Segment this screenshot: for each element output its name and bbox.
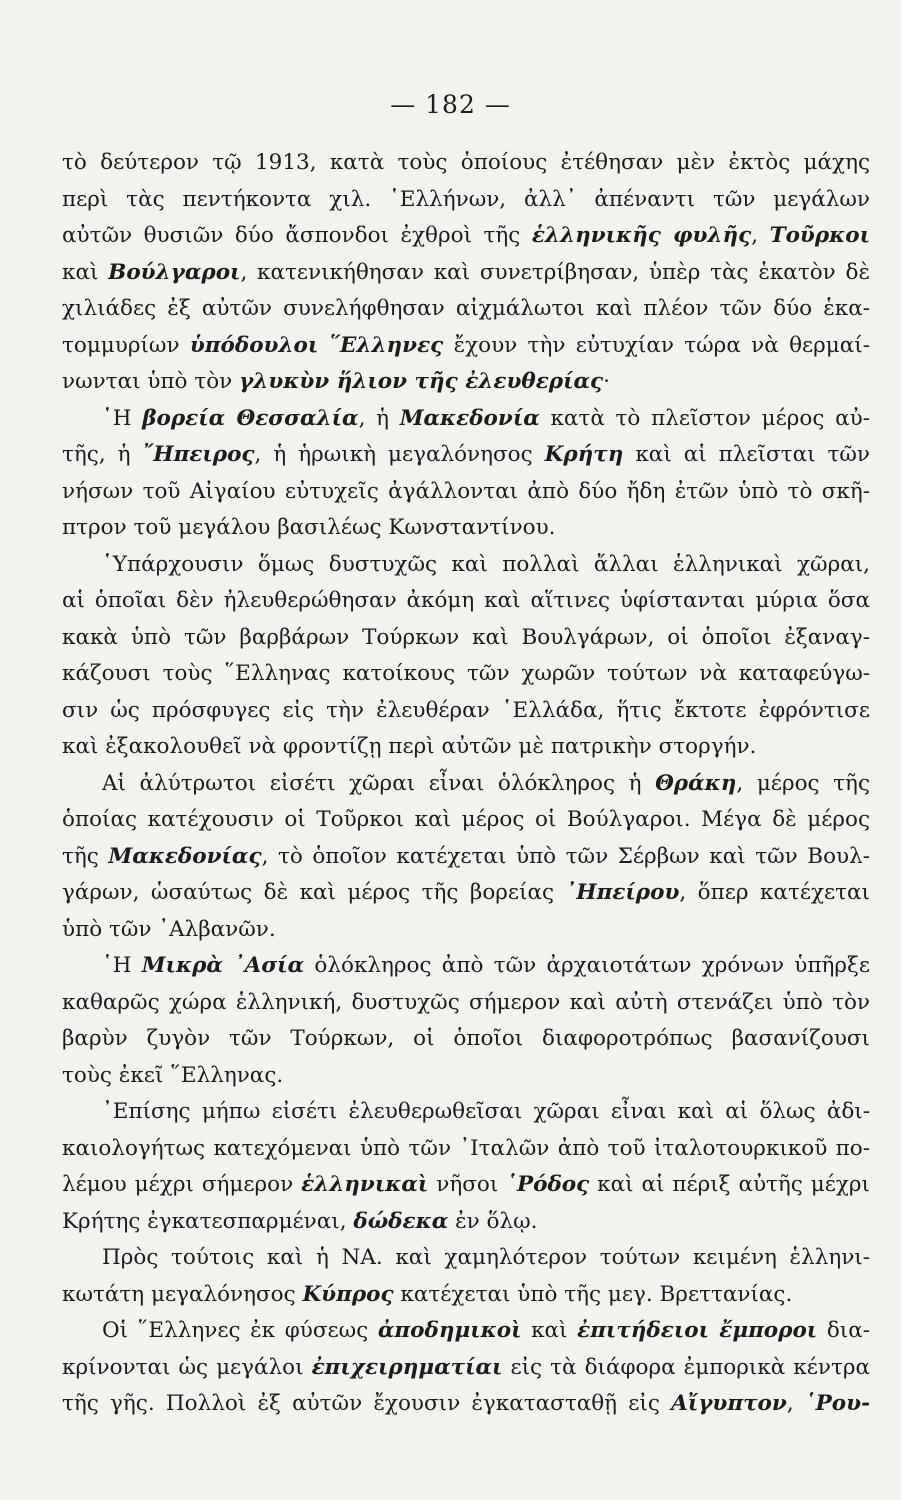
text-run: δια- [817, 1318, 870, 1343]
text-line [62, 474, 870, 511]
text-run: , [751, 223, 770, 248]
text-line [62, 364, 870, 401]
text-run: τοὺς ἐκεῖ ῞Ελληνας. [62, 1062, 284, 1088]
text-run: ῾Η [102, 405, 143, 431]
emphasized-text: Βούλγαροι [108, 259, 241, 285]
emphasized-text: Τοῦρκοι [769, 223, 870, 248]
text-line [62, 510, 870, 547]
text-line [62, 620, 870, 657]
text-line [62, 401, 870, 438]
text-run: ὁλόκληρος ἀπὸ τῶν ἀρχαιοτάτων χρόνων ὑπῆρξε [304, 953, 870, 978]
text-line [62, 948, 870, 985]
emphasized-text: ἐπιχειρηματίαι [311, 1354, 503, 1380]
text-line [62, 291, 870, 328]
text-run: ᾽Επίσης μήπω εἰσέτι ἐλευθερωθεῖσαι χῶραι εἶναι καὶ αἱ ὅλως ἀδι- [102, 1099, 870, 1124]
text-run: αὐτῶν θυσιῶν δύο ἄσπονδοι ἐχθροὶ τῆς [62, 223, 532, 248]
text-line [62, 182, 870, 219]
text-run: καὶ [62, 259, 109, 285]
text-line [62, 1277, 870, 1314]
text-line [62, 328, 870, 365]
text-run: ὁποίας κατέχουσιν οἱ Τοῦρκοι καὶ μέρος οἱ Βούλγαροι. Μέγα δὲ μέρος [62, 807, 870, 832]
text-run: κακὰ ὑπὸ τῶν βαρβάρων Τούρκων καὶ Βουλγάρων, οἱ ὁποῖοι ἐξαναγ- [62, 624, 870, 650]
text-line [62, 1350, 870, 1387]
emphasized-text: ἀποδημικοὶ [377, 1318, 522, 1343]
emphasized-text: δώδεκα [353, 1208, 449, 1234]
emphasized-text: Μικρὰ ᾽Ασία [141, 953, 305, 978]
text-run: , μέρος τῆς [736, 770, 870, 796]
text-run: τῆς, ἡ [62, 442, 143, 467]
text-run: καθαρῶς χώρα ἑλληνική, δυστυχῶς σήμερον καὶ αὐτὴ στενάζει ὑπὸ τὸν [62, 989, 870, 1015]
emphasized-text: Θράκη [655, 770, 737, 796]
text-run: τὸ δεύτερον τῷ 1913, κατὰ τοὺς ὁποίους ἐτέθησαν μὲν ἐκτὸς μάχης [62, 150, 870, 175]
emphasized-text: ῾Ρόδος [506, 1172, 590, 1197]
text-run: Οἱ ῞Ελληνες ἐκ φύσεως [102, 1318, 378, 1343]
text-line [62, 1386, 870, 1423]
emphasized-text: ᾽Ηπείρου [565, 880, 680, 905]
text-run: αἱ ὁποῖαι δὲν ἠλευθερώθησαν ἀκόμη καὶ αἵτινες ὑφίστανται μύρια ὅσα [62, 588, 870, 613]
text-run: χιλιάδες ἐξ αὐτῶν συνελήφθησαν αἰχμάλωτοι καὶ πλέον τῶν δύο ἑκα- [62, 296, 870, 321]
text-run: ἔχουν τὴν εὐτυχίαν τώρα νὰ θερμαί- [443, 332, 870, 358]
emphasized-text: Αἴγυπτον [671, 1391, 787, 1416]
emphasized-text: γλυκὺν ἥλιον τῆς ἐλευθερίας [239, 369, 604, 394]
emphasized-text: ῎Ηπειρος [142, 442, 255, 467]
text-line [62, 547, 870, 584]
text-line [62, 1021, 870, 1058]
emphasized-text: ἐπιτήδειοι ἔμποροι [577, 1318, 818, 1343]
text-line [62, 985, 870, 1022]
text-line [62, 875, 870, 912]
text-run: , ἡ ἡρωικὴ μεγαλόνησος [254, 442, 545, 467]
emphasized-text: Μακεδονία [399, 405, 540, 431]
text-run: πτρον τοῦ μεγάλου βασιλέως Κωνσταντίνου. [62, 515, 556, 540]
text-line [62, 437, 870, 474]
emphasized-text: ἑλληνικῆς φυλῆς [531, 223, 752, 248]
text-run: · [603, 369, 610, 394]
text-run: Αἱ ἀλύτρωτοι εἰσέτι χῶραι εἶναι ὁλόκληρος ἡ [102, 770, 656, 796]
text-run: καὶ αἱ πέριξ αὐτῆς μέχρι [589, 1172, 870, 1197]
text-run: κρίνονται ὡς μεγάλοι [62, 1354, 312, 1380]
text-run: τῆς [62, 843, 109, 869]
text-run: καιολογήτως κατεχόμεναι ὑπὸ τῶν ᾽Ιταλῶν ἀπὸ τοῦ ἰταλοτουρκικοῦ πο- [62, 1135, 870, 1161]
text-line [62, 145, 870, 182]
emphasized-text: ἑλληνικαὶ [301, 1172, 429, 1197]
text-run: , τὸ ὁποῖον κατέχεται ὑπὸ τῶν Σέρβων καὶ τῶν Βουλ- [261, 843, 870, 869]
text-run: γάρων, ὡσαύτως δὲ καὶ μέρος τῆς βορείας [62, 880, 566, 905]
text-run: ἐν ὅλῳ. [448, 1208, 538, 1234]
emphasized-text: βορεία Θεσσαλία [142, 405, 359, 431]
text-run: τῆς γῆς. Πολλοὶ ἐξ αὐτῶν ἔχουσιν ἐγκατασταθῇ εἰς [62, 1391, 672, 1416]
page-number: — 182 — [390, 90, 511, 119]
text-run: νωνται ὑπὸ τὸν [62, 369, 240, 394]
text-run: ῾Η [102, 953, 142, 978]
text-run: καὶ ἐξακολουθεῖ νὰ φροντίζῃ περὶ αὐτῶν μὲ πατρικὴν στοργήν. [62, 734, 757, 759]
text-line [62, 839, 870, 876]
text-run: βαρὺν ζυγὸν τῶν Τούρκων, οἱ ὁποῖοι διαφοροτρόπως βασανίζουσι [62, 1026, 870, 1051]
text-line [62, 802, 870, 839]
text-line [62, 255, 870, 292]
text-run: περὶ τὰς πεντήκοντα χιλ. ῾Ελλήνων, ἀλλ᾽ ἀπέναντι τῶν μεγάλων [62, 186, 870, 212]
text-line [62, 1167, 870, 1204]
text-line [62, 1313, 870, 1350]
text-run: ὑπὸ τῶν ᾽Αλβανῶν. [62, 916, 276, 942]
text-line [62, 1131, 870, 1168]
text-run: , ὅπερ κατέχεται [679, 880, 870, 905]
emphasized-text: Κύπρος [302, 1281, 394, 1307]
text-run: σιν ὡς πρόσφυγες εἰς τὴν ἐλευθέραν ῾Ελλάδα, ἥτις ἔκτοτε ἐφρόντισε [62, 697, 870, 723]
text-run: νῆσοι [428, 1172, 507, 1197]
emphasized-text: Κρήτη [544, 442, 624, 467]
text-line [62, 912, 870, 949]
emphasized-text: Μακεδονίας [108, 843, 262, 869]
text-run: , κατενικήθησαν καὶ συνετρίβησαν, ὑπὲρ τὰς ἑκατὸν δὲ [240, 259, 870, 285]
text-line [62, 1240, 870, 1277]
text-line [62, 729, 870, 766]
text-line [62, 218, 870, 255]
text-run: κάζουσι τοὺς ῞Ελληνας κατοίκους τῶν χωρῶν τούτων νὰ καταφεύγω- [62, 661, 870, 686]
text-run: , [786, 1391, 805, 1416]
text-run: τομμυρίων [62, 332, 190, 358]
text-run: Κρήτης ἐγκατεσπαρμέναι, [62, 1208, 354, 1234]
text-line [62, 656, 870, 693]
emphasized-text: ὑπόδουλοι ῞Ελληνες [189, 332, 444, 358]
text-line [62, 1094, 870, 1131]
text-run: νήσων τοῦ Αἰγαίου εὐτυχεῖς ἀγάλλονται ἀπὸ δύο ἤδη ἐτῶν ὑπὸ τὸ σκῆ- [62, 478, 870, 504]
text-run: λέμου μέχρι σήμερον [62, 1172, 302, 1197]
text-run: ῾Υπάρχουσιν ὅμως δυστυχῶς καὶ πολλαὶ ἄλλαι ἑλληνικαὶ χῶραι, [102, 551, 870, 577]
text-line [62, 693, 870, 730]
emphasized-text: ῾Ρου- [804, 1391, 870, 1416]
text-line [62, 1204, 870, 1241]
body-text [62, 145, 870, 1423]
text-run: εἰς τὰ διάφορα ἐμπορικὰ κέντρα [502, 1354, 870, 1380]
text-run: , ἡ [358, 405, 400, 431]
text-line [62, 583, 870, 620]
text-run: Πρὸς τούτοις καὶ ἡ ΝΑ. καὶ χαμηλότερον τούτων κειμένη ἑλληνι- [102, 1245, 870, 1270]
text-run: κατὰ τὸ πλεῖστον μέρος αὐ- [539, 405, 870, 431]
text-run: καὶ [521, 1318, 578, 1343]
text-line [62, 766, 870, 803]
text-run: κωτάτη μεγαλόνησος [62, 1281, 303, 1307]
text-run: καὶ αἱ πλεῖσται τῶν [623, 442, 870, 467]
text-run: κατέχεται ὑπὸ τῆς μεγ. Βρεττανίας. [393, 1281, 793, 1307]
text-line [62, 1058, 870, 1095]
